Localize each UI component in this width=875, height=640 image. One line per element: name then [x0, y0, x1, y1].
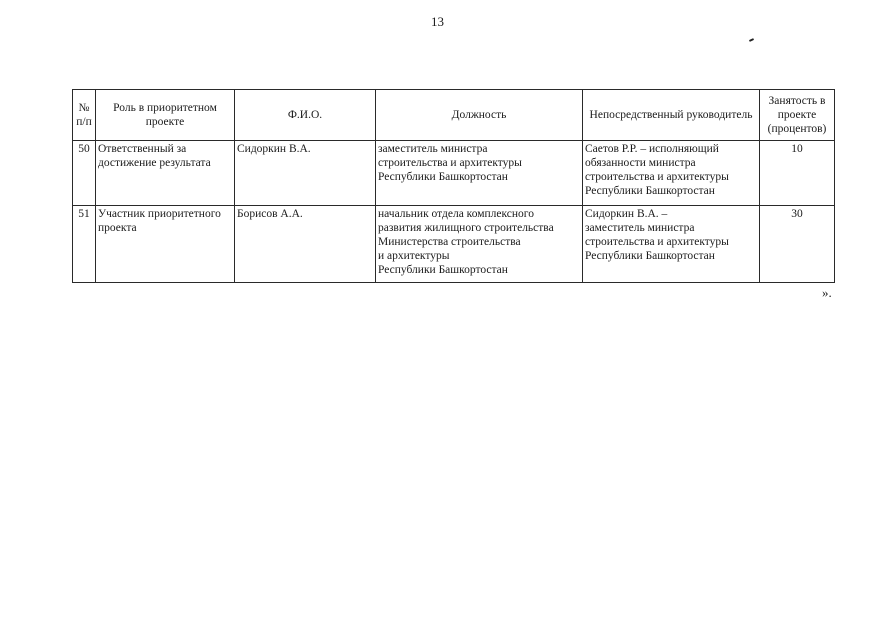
project-roles-table [72, 89, 835, 283]
row-position: начальник отдела комплексного развития жилищного строительства Министерства строительства и архитектуры Республики Башкортостан [376, 206, 583, 283]
row-position: заместитель министра строительства и архитектуры Республики Башкортостан [376, 141, 583, 206]
scan-speck [749, 38, 754, 42]
page-number: 13 [431, 14, 444, 29]
row-number: 50 [73, 141, 96, 206]
header-load: Занятость в проекте (процентов) [760, 90, 835, 141]
table-row [73, 206, 835, 283]
row-load: 10 [760, 141, 835, 206]
header-role: Роль в приоритетном проекте [96, 90, 235, 141]
table-header-row [73, 90, 835, 141]
header-supervisor: Непосредственный руководитель [583, 90, 760, 141]
row-supervisor: Саетов Р.Р. – исполняющий обязанности министра строительства и архитектуры Республики Башкортостан [583, 141, 760, 206]
row-supervisor: Сидоркин В.А. – заместитель министра строительства и архитектуры Республики Башкортостан [583, 206, 760, 283]
header-number: № п/п [73, 90, 96, 141]
header-position: Должность [376, 90, 583, 141]
row-name: Сидоркин В.А. [235, 141, 376, 206]
row-role: Участник приоритетного проекта [96, 206, 235, 283]
header-name: Ф.И.О. [235, 90, 376, 141]
row-role: Ответственный за достижение результата [96, 141, 235, 206]
table-row [73, 141, 835, 206]
row-name: Борисов А.А. [235, 206, 376, 283]
closing-quote: ». [822, 285, 832, 300]
row-load: 30 [760, 206, 835, 283]
row-number: 51 [73, 206, 96, 283]
